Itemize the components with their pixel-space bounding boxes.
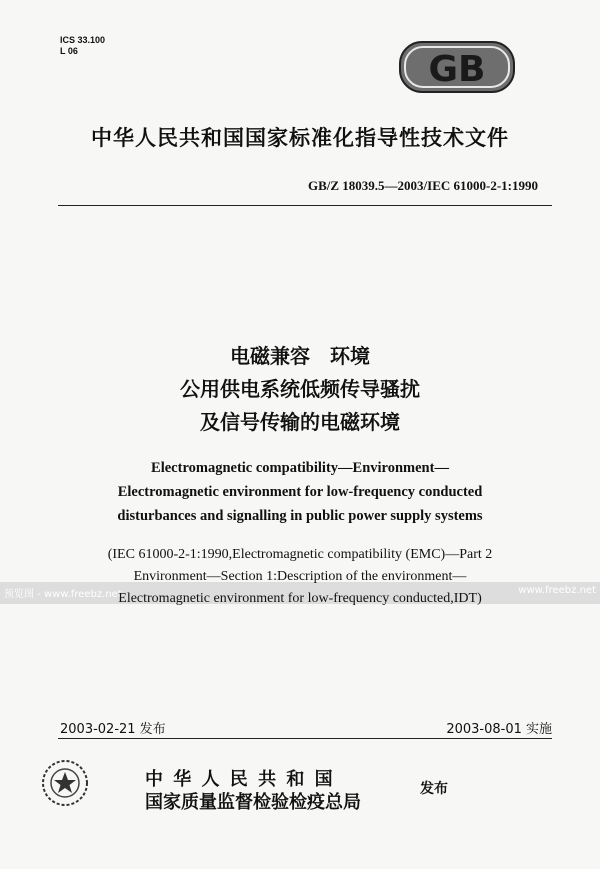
ccs-code: L 06 xyxy=(60,46,78,56)
footer-divider xyxy=(58,738,552,739)
org-title: 中华人民共和国国家标准化指导性技术文件 xyxy=(91,126,509,150)
cn-title-line-3: 及信号传输的电磁环境 xyxy=(200,410,400,434)
classification-codes xyxy=(60,35,105,57)
en-title-line-3: disturbances and signalling in public power supply systems xyxy=(117,508,483,524)
cn-title-line-2: 公用供电系统低频传导骚扰 xyxy=(180,377,420,401)
iec-reference-line-3: Electromagnetic environment for low-frequency conducted,IDT) xyxy=(118,591,482,606)
iec-reference-line-1: (IEC 61000-2-1:1990,Electromagnetic compatibility (EMC)—Part 2 xyxy=(107,547,493,562)
cn-title-line-1: 电磁兼容 环境 xyxy=(230,344,370,368)
iec-reference-line-2: Environment—Section 1:Description of the environment— xyxy=(133,569,467,584)
watermark-right: www.freebz.net xyxy=(518,585,596,596)
publisher-line-1: 中 华 人 民 共 和 国 xyxy=(145,769,335,790)
gb-logo xyxy=(398,40,516,98)
standard-number: GB/Z 18039.5—2003/IEC 61000-2-1:1990 xyxy=(307,178,538,193)
publish-label: 发布 xyxy=(420,781,448,797)
implement-date: 2003-08-01 实施 xyxy=(446,722,552,737)
ics-code: ICS 33.100 xyxy=(60,35,106,45)
gb-logo-text: GB xyxy=(428,49,486,90)
issue-date: 2003-02-21 发布 xyxy=(60,722,166,737)
watermark-left: 预览图 - www.freebz.net xyxy=(4,589,122,600)
national-emblem-seal xyxy=(40,758,90,812)
en-title-line-1: Electromagnetic compatibility—Environment— xyxy=(151,460,449,476)
en-title-line-2: Electromagnetic environment for low-frequency conducted xyxy=(117,484,483,500)
publisher-line-2: 国家质量监督检验检疫总局 xyxy=(145,792,361,813)
header-divider xyxy=(58,205,552,206)
